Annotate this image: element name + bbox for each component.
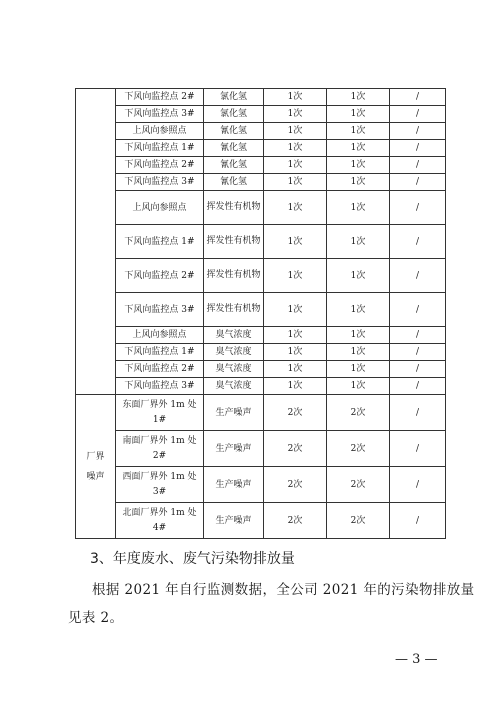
frequency-cell: 2次 — [264, 503, 327, 539]
table-row — [76, 361, 446, 378]
table-row — [76, 378, 446, 395]
frequency-cell: 1次 — [264, 140, 327, 157]
pollutant-cell: 氯化氢 — [204, 89, 264, 106]
pollutant-cell: 氯化氢 — [204, 106, 264, 123]
pollutant-cell: 挥发性有机物 — [204, 191, 264, 225]
pollutant-cell: 挥发性有机物 — [204, 259, 264, 293]
table-row — [76, 503, 446, 539]
monitoring-point-cell: 西面厂界外 1m 处 3# — [116, 467, 204, 503]
note-cell: / — [390, 157, 446, 174]
frequency-cell: 2次 — [264, 467, 327, 503]
table-row — [76, 89, 446, 106]
note-cell: / — [390, 293, 446, 327]
monitoring-point-cell: 下风向监控点 2# — [116, 361, 204, 378]
table-row — [76, 344, 446, 361]
frequency-cell: 1次 — [264, 123, 327, 140]
frequency-cell: 1次 — [264, 361, 327, 378]
frequency-cell: 2次 — [327, 431, 390, 467]
frequency-cell: 1次 — [264, 344, 327, 361]
frequency-cell: 1次 — [264, 378, 327, 395]
frequency-cell: 2次 — [327, 503, 390, 539]
category-cell-exhaust — [76, 89, 116, 395]
pollutant-cell: 臭气浓度 — [204, 344, 264, 361]
note-cell: / — [390, 123, 446, 140]
frequency-cell: 1次 — [327, 140, 390, 157]
pollutant-cell: 氰化氢 — [204, 174, 264, 191]
note-cell: / — [390, 191, 446, 225]
frequency-cell: 1次 — [327, 174, 390, 191]
table-row — [76, 395, 446, 431]
frequency-cell: 1次 — [327, 293, 390, 327]
monitoring-point-cell: 下风向监控点 2# — [116, 157, 204, 174]
monitoring-point-cell: 下风向监控点 1# — [116, 225, 204, 259]
section-heading: 3、年度废水、废气污染物排放量 — [90, 551, 295, 567]
frequency-cell: 2次 — [327, 467, 390, 503]
table-row — [76, 174, 446, 191]
frequency-cell: 1次 — [264, 157, 327, 174]
pollutant-cell: 挥发性有机物 — [204, 293, 264, 327]
frequency-cell: 2次 — [264, 431, 327, 467]
frequency-cell: 1次 — [327, 89, 390, 106]
monitoring-point-cell: 上风向参照点 — [116, 123, 204, 140]
monitoring-point-cell: 下风向监控点 3# — [116, 378, 204, 395]
monitoring-point-cell: 南面厂界外 1m 处 2# — [116, 431, 204, 467]
monitoring-plan-table — [75, 88, 446, 539]
note-cell: / — [390, 327, 446, 344]
frequency-cell: 1次 — [264, 191, 327, 225]
note-cell: / — [390, 378, 446, 395]
note-cell: / — [390, 395, 446, 431]
monitoring-point-cell: 下风向监控点 2# — [116, 259, 204, 293]
frequency-cell: 2次 — [264, 395, 327, 431]
pollutant-cell: 氰化氢 — [204, 123, 264, 140]
frequency-cell: 1次 — [327, 361, 390, 378]
table-row — [76, 467, 446, 503]
frequency-cell: 1次 — [264, 259, 327, 293]
frequency-cell: 1次 — [264, 327, 327, 344]
monitoring-point-cell: 下风向监控点 3# — [116, 174, 204, 191]
table-row — [76, 327, 446, 344]
frequency-cell: 1次 — [264, 89, 327, 106]
note-cell: / — [390, 361, 446, 378]
monitoring-point-cell: 上风向参照点 — [116, 191, 204, 225]
note-cell: / — [390, 259, 446, 293]
note-cell: / — [390, 140, 446, 157]
note-cell: / — [390, 89, 446, 106]
monitoring-point-cell: 下风向监控点 3# — [116, 293, 204, 327]
pollutant-cell: 生产噪声 — [204, 503, 264, 539]
monitoring-point-cell: 上风向参照点 — [116, 327, 204, 344]
frequency-cell: 1次 — [327, 106, 390, 123]
table-row — [76, 293, 446, 327]
table-row — [76, 259, 446, 293]
pollutant-cell: 生产噪声 — [204, 467, 264, 503]
note-cell: / — [390, 225, 446, 259]
frequency-cell: 1次 — [327, 378, 390, 395]
body-text-line-2: 见表 2。 — [68, 610, 124, 626]
pollutant-cell: 挥发性有机物 — [204, 225, 264, 259]
monitoring-point-cell: 下风向监控点 1# — [116, 140, 204, 157]
monitoring-point-cell: 下风向监控点 2# — [116, 89, 204, 106]
frequency-cell: 1次 — [264, 174, 327, 191]
note-cell: / — [390, 344, 446, 361]
frequency-cell: 1次 — [327, 225, 390, 259]
monitoring-point-cell: 下风向监控点 1# — [116, 344, 204, 361]
frequency-cell: 2次 — [327, 395, 390, 431]
monitoring-point-cell: 下风向监控点 3# — [116, 106, 204, 123]
note-cell: / — [390, 174, 446, 191]
pollutant-cell: 氰化氢 — [204, 140, 264, 157]
note-cell: / — [390, 431, 446, 467]
pollutant-cell: 臭气浓度 — [204, 378, 264, 395]
monitoring-table — [75, 88, 445, 539]
monitoring-point-cell: 东面厂界外 1m 处 1# — [116, 395, 204, 431]
table-row — [76, 106, 446, 123]
frequency-cell: 1次 — [327, 123, 390, 140]
pollutant-cell: 氰化氢 — [204, 157, 264, 174]
table-row — [76, 225, 446, 259]
frequency-cell: 1次 — [327, 191, 390, 225]
table-row — [76, 140, 446, 157]
frequency-cell: 1次 — [327, 259, 390, 293]
note-cell: / — [390, 503, 446, 539]
note-cell: / — [390, 106, 446, 123]
frequency-cell: 1次 — [327, 157, 390, 174]
frequency-cell: 1次 — [264, 293, 327, 327]
table-row — [76, 431, 446, 467]
table-row — [76, 191, 446, 225]
note-cell: / — [390, 467, 446, 503]
pollutant-cell: 臭气浓度 — [204, 361, 264, 378]
pollutant-cell: 臭气浓度 — [204, 327, 264, 344]
frequency-cell: 1次 — [327, 327, 390, 344]
table-row — [76, 157, 446, 174]
frequency-cell: 1次 — [327, 344, 390, 361]
monitoring-point-cell: 北面厂界外 1m 处 4# — [116, 503, 204, 539]
category-cell-noise: 厂界噪声 — [76, 395, 116, 539]
frequency-cell: 1次 — [264, 106, 327, 123]
pollutant-cell: 生产噪声 — [204, 395, 264, 431]
page-number: — 3 — — [395, 652, 438, 667]
table-row — [76, 123, 446, 140]
pollutant-cell: 生产噪声 — [204, 431, 264, 467]
frequency-cell: 1次 — [264, 225, 327, 259]
body-text-line-1: 根据 2021 年自行监测数据，全公司 2021 年的污染物排放量 — [92, 582, 475, 598]
